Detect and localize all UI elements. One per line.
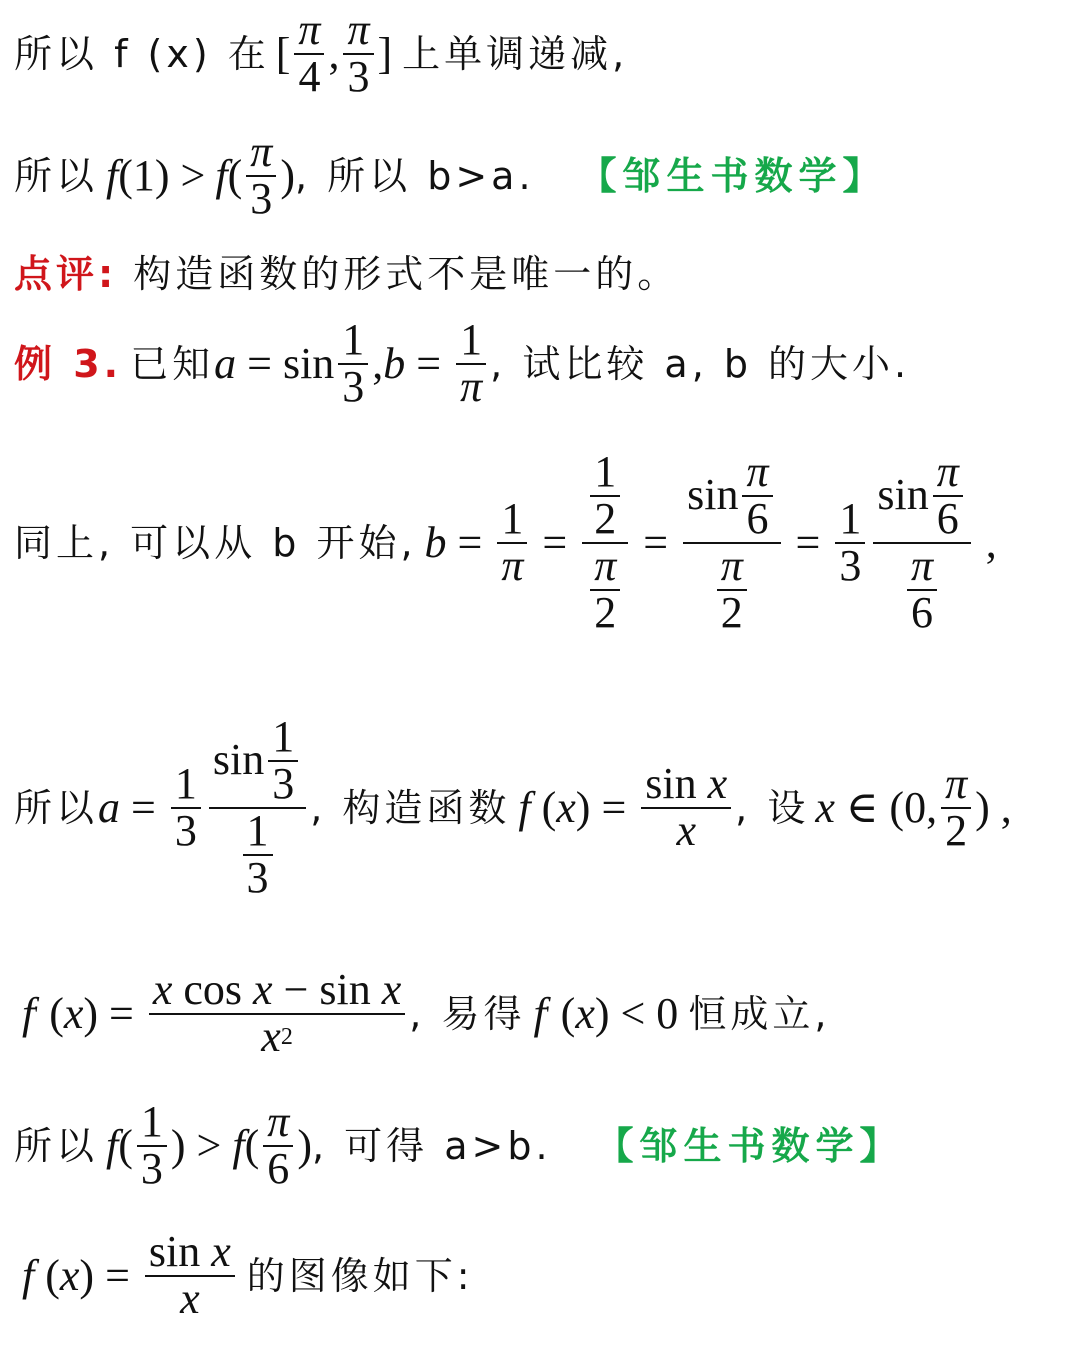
line-1 [14,5,629,101]
line2-pre-text: 所以 [14,153,99,198]
math-a-b-definition: a = sin $\frac{1}{3}$ , b = $\frac{1}{\pi}$ [214,318,490,410]
watermark-tag: 【邹生书数学】 [578,153,887,198]
line1-pre-text: 所以 f (x) 在 [14,31,270,76]
line-7 [14,965,831,1061]
line7-post-text: 恒成立, [688,991,831,1036]
line5-pre-text: 同上, 可以从 b 开始, [14,520,417,565]
watermark-tag: 【邹生书数学】 [595,1123,904,1168]
math-interval: [ $\frac{\pi}{4}$ , $\frac{\pi}{3}$ ] [275,5,393,101]
line9-post-text: 的图像如下: [246,1253,474,1298]
line8-mid-text: , 可得 a>b. [311,1123,552,1168]
line8-pre-text: 所以 [14,1123,99,1168]
math-f-graph-definition: f ( x ) = sin x x [22,1230,239,1322]
line-6 [14,712,1012,902]
line6-pre-text: 所以 [14,785,99,830]
line-9 [14,1227,474,1323]
math-a-chain: a = $\frac{1}{3}$ sin $\frac{1}{3}$ $\frac{1}{3}$ [98,715,310,901]
math-derivative: f ' ( x ) = x cos x − sin x x 2 [22,968,409,1060]
comment-text: 构造函数的形式不是唯一的。 [133,252,680,296]
line-3 [14,252,680,296]
math-b-chain: b = $\frac{1}{\pi}$ = $\frac{\frac{1}{2}}{\frac{\pi}{2}}$ = sin $\frac{\pi}{6}$ $\frac{\pi}{2}$ = $\frac{1}{3}$ sin $\frac{\pi}{6}$ $\frac{\pi}{6}$ , [424,447,997,637]
comment-label: 点评: [14,252,118,296]
math-f13-gt-fpi6: f ( $\frac{1}{3}$ ) > f ( $\frac{\pi}{6}$ ) [106,1097,312,1193]
example-label: 例 3. [14,341,123,386]
line6-mid-text: , 构造函数 [310,785,511,830]
math-x-domain: x ∈ (0, $\frac{\pi}{2}$ ) , [815,758,1012,855]
line6-mid2-text: , 设 [735,785,810,830]
line4-pre-text: 已知 [130,341,215,386]
line1-post-text: 上单调递减, [402,31,629,76]
math-derivative-negative: f ' ( x ) < 0 [533,988,679,1038]
line-8 [14,1097,904,1193]
line7-mid-text: , 易得 [409,991,526,1036]
line2-mid-text: , 所以 b>a. [294,153,535,198]
line-5 [14,447,997,637]
math-f1-gt-fpi3: f (1) > f ( $\frac{\pi}{3}$ ) [106,127,295,223]
line4-mid-text: , 试比较 a, b 的大小. [490,341,911,386]
line-2 [14,127,887,223]
math-f-definition: f ( x ) = sin x x [518,762,735,854]
line-4 [14,315,911,411]
